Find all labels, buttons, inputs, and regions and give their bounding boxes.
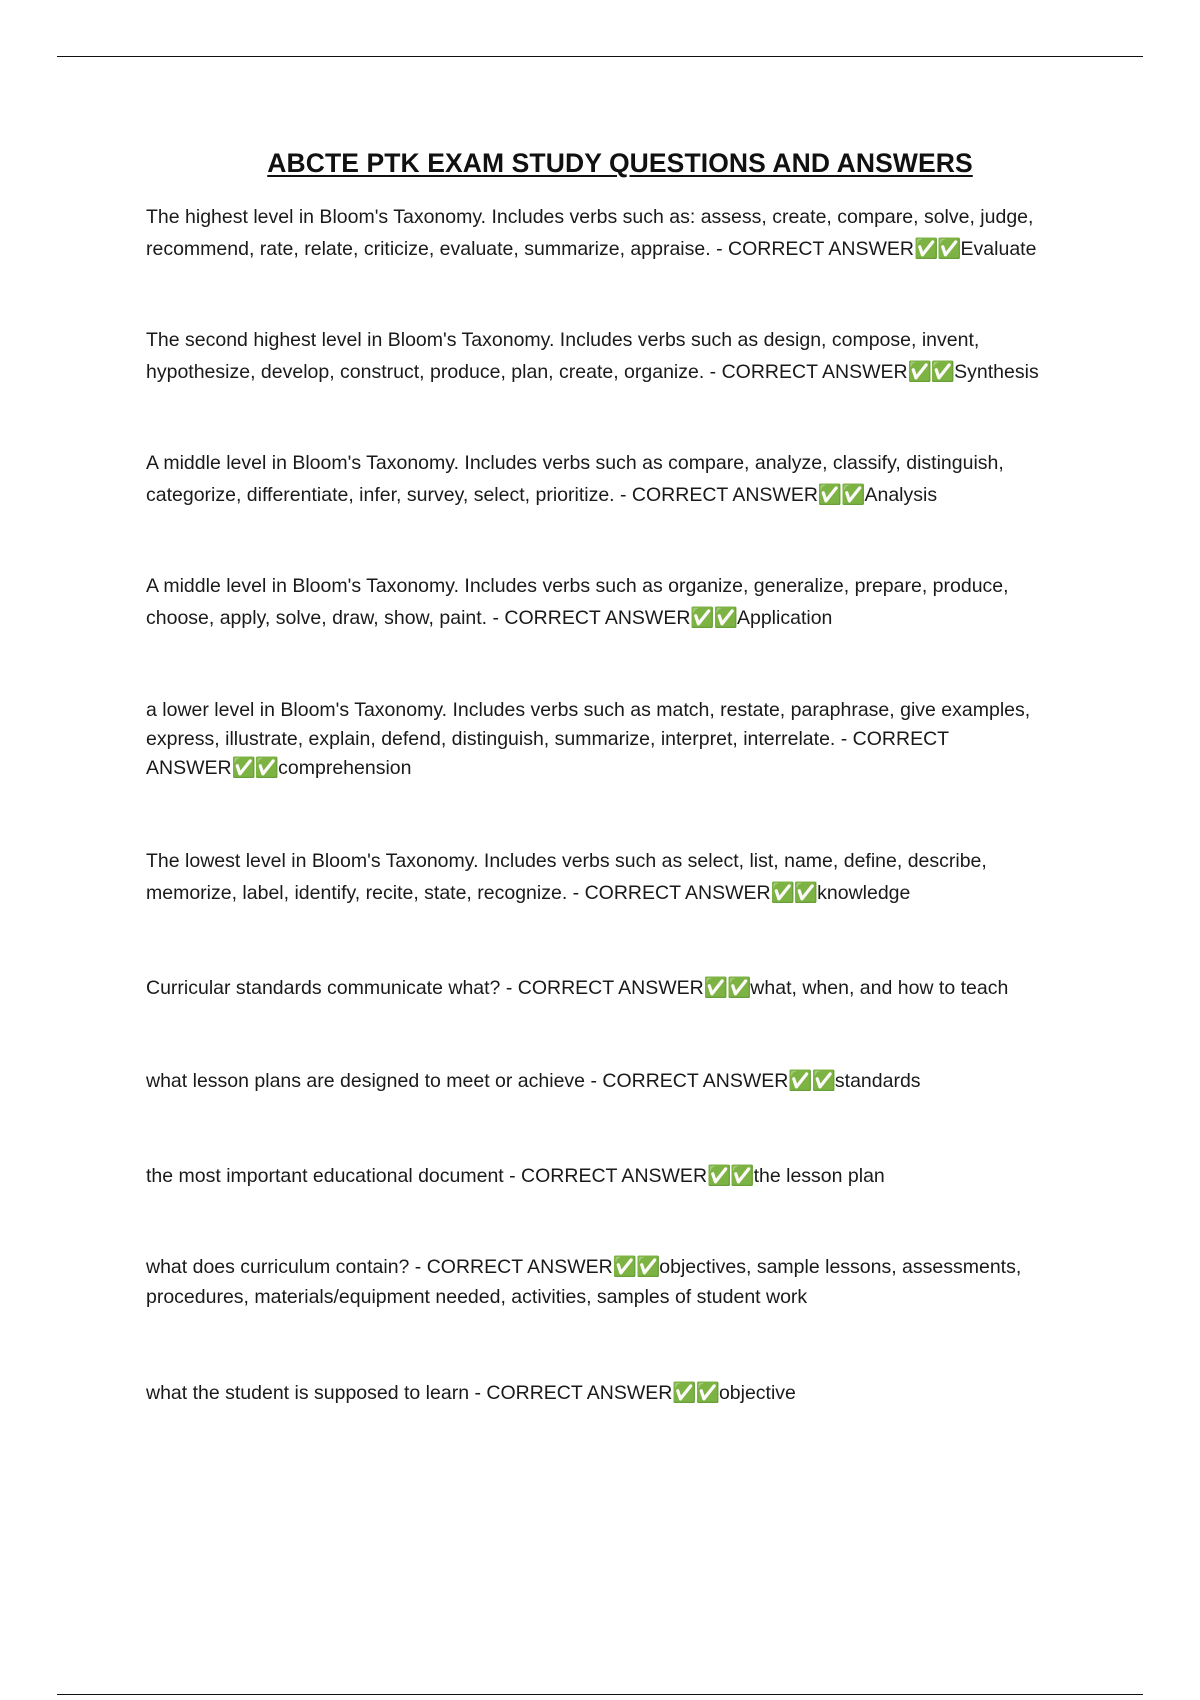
qa-item — [146, 324, 1076, 388]
check-marks-icon: ✅✅ — [231, 757, 279, 779]
qa-item — [146, 845, 1076, 909]
answer-separator: - CORRECT ANSWER — [503, 1165, 708, 1187]
answer-separator: - CORRECT ANSWER — [469, 1382, 673, 1404]
qa-item — [146, 1377, 1076, 1409]
qa-item — [146, 696, 1076, 783]
answer-separator: - CORRECT ANSWER — [146, 728, 949, 779]
check-marks-icon: ✅✅ — [913, 238, 961, 260]
qa-item — [146, 447, 1076, 511]
question-text: A middle level in Bloom's Taxonomy. Includes verbs such as compare, analyze, classify, distinguish, categorize, differentiate, infer, survey, select, prioritize. — [146, 452, 1004, 506]
check-marks-icon: ✅✅ — [612, 1256, 660, 1278]
check-marks-icon: ✅✅ — [672, 1382, 719, 1404]
answer-text: objective — [718, 1382, 796, 1404]
answer-separator: - CORRECT ANSWER — [710, 238, 914, 260]
question-text: A middle level in Bloom's Taxonomy. Includes verbs such as organize, generalize, prepare, produce, choose, apply, solve, draw, show, paint. — [146, 575, 1009, 629]
answer-separator: - CORRECT ANSWER — [585, 1070, 789, 1092]
top-rule — [57, 56, 1143, 57]
question-text: The second highest level in Bloom's Taxonomy. Includes verbs such as design, compose, invent, hypothesize, develop, construct, produce, plan, create, organize. — [146, 329, 980, 383]
answer-text: objectives, sample lessons, assessments, procedures, materials/equipment needed, activities, samples of student work — [146, 1256, 1022, 1308]
answer-text: Synthesis — [954, 361, 1039, 383]
answer-separator: - CORRECT ANSWER — [487, 607, 691, 629]
check-marks-icon: ✅✅ — [788, 1070, 835, 1092]
question-text: the most important educational document — [146, 1165, 504, 1187]
qa-item — [146, 1252, 1076, 1312]
answer-separator: - CORRECT ANSWER — [704, 361, 908, 383]
question-text: what does curriculum contain? — [146, 1256, 410, 1278]
answer-text: the lesson plan — [753, 1165, 885, 1187]
answer-text: what, when, and how to teach — [750, 977, 1009, 999]
qa-item — [146, 201, 1076, 265]
qa-item — [146, 972, 1076, 1004]
question-text: a lower level in Bloom's Taxonomy. Includes verbs such as match, restate, paraphrase, give examples, express, illustrate, explain, defend, distinguish, summarize, interpret, interrelate. — [146, 699, 1031, 750]
question-text: Curricular standards communicate what? — [146, 977, 501, 999]
answer-separator: - CORRECT ANSWER — [567, 882, 771, 904]
check-marks-icon: ✅✅ — [707, 1165, 754, 1187]
answer-text: Analysis — [864, 484, 938, 506]
bottom-rule — [57, 1694, 1143, 1695]
qa-item — [146, 1065, 1076, 1097]
qa-item — [146, 570, 1076, 634]
qa-item — [146, 1160, 1076, 1192]
check-marks-icon: ✅✅ — [907, 361, 955, 383]
check-marks-icon: ✅✅ — [690, 607, 737, 629]
question-text: what the student is supposed to learn — [146, 1382, 470, 1404]
answer-text: knowledge — [817, 882, 911, 904]
question-text: The lowest level in Bloom's Taxonomy. Includes verbs such as select, list, name, define, describe, memorize, label, identify, recite, state, recognize. — [146, 850, 987, 904]
check-marks-icon: ✅✅ — [817, 484, 865, 506]
question-text: The highest level in Bloom's Taxonomy. Includes verbs such as: assess, create, compare, solve, judge, recommend, rate, relate, criticize, evaluate, summarize, appraise. — [146, 206, 1034, 260]
question-text: what lesson plans are designed to meet or achieve — [146, 1070, 586, 1092]
answer-separator: - CORRECT ANSWER — [614, 484, 818, 506]
page-title: ABCTE PTK EXAM STUDY QUESTIONS AND ANSWERS — [267, 148, 973, 178]
check-marks-icon: ✅✅ — [770, 882, 818, 904]
answer-text: standards — [834, 1070, 921, 1092]
answer-text: comprehension — [278, 757, 412, 779]
check-marks-icon: ✅✅ — [703, 977, 751, 999]
answer-text: Application — [736, 607, 833, 629]
answer-separator: - CORRECT ANSWER — [500, 977, 704, 999]
answer-separator: - CORRECT ANSWER — [409, 1256, 613, 1278]
answer-text: Evaluate — [960, 238, 1037, 260]
